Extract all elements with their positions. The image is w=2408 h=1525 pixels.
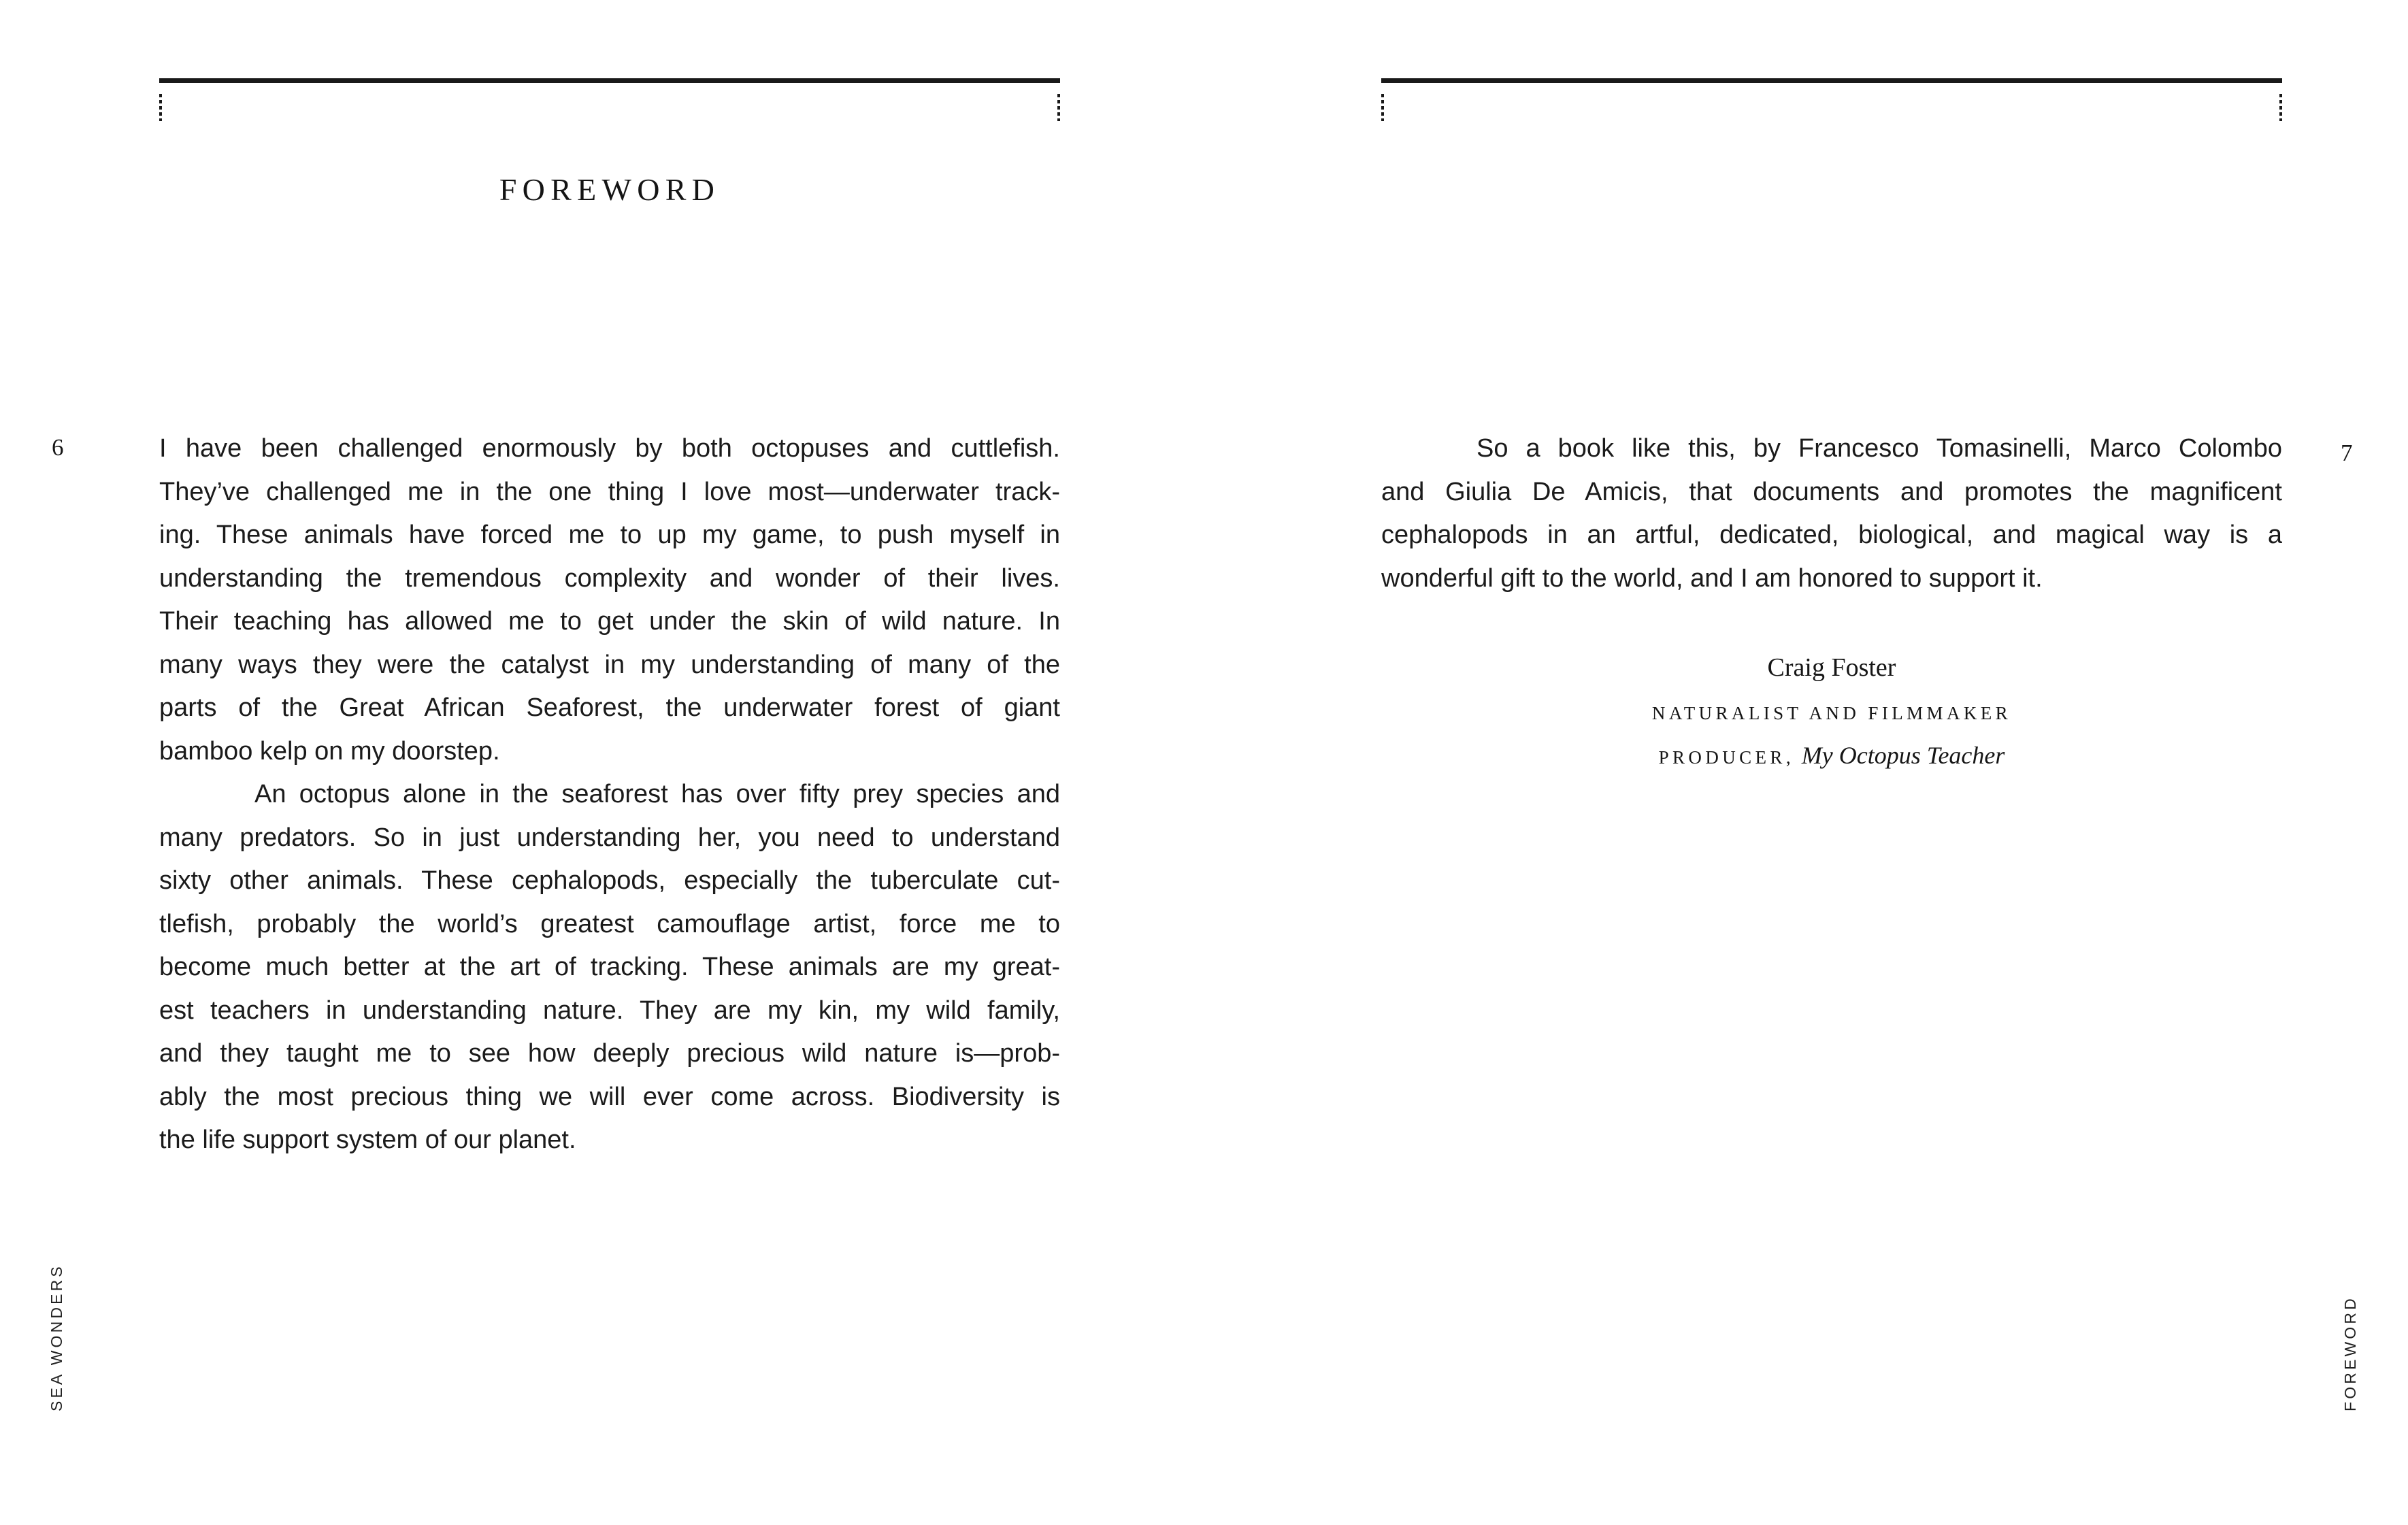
dotted-tick xyxy=(1057,94,1060,121)
attribution-name: Craig Foster xyxy=(1767,653,1896,682)
text-line: understanding the tremendous complexity and wonder of their lives. xyxy=(159,563,1060,593)
producer-label: PRODUCER, xyxy=(1658,747,1794,768)
margin-label-book-title xyxy=(45,1264,68,1411)
dotted-tick xyxy=(159,94,162,121)
text-line: and Giulia De Amicis, that documents and promotes the magnificent xyxy=(1381,477,2282,506)
text-line: wonderful gift to the world, and I am honored to support it. xyxy=(1381,563,2043,593)
body-text-right xyxy=(1381,427,2282,600)
text-line: the life support system of our planet. xyxy=(159,1126,576,1154)
margin-label-text: FOREWORD xyxy=(2341,1296,2359,1411)
text-line: I have been challenged enormously by both octopuses and cuttlefish. xyxy=(159,434,1060,463)
text-line: They’ve challenged me in the one thing I love most—underwater track- xyxy=(159,477,1060,506)
text-line: ing. These animals have forced me to up my game, to push myself in xyxy=(159,521,1060,549)
attribution-block xyxy=(1381,652,2282,771)
text-line: Their teaching has allowed me to get under the skin of wild nature. In xyxy=(159,607,1060,636)
margin-label-text: SEA WONDERS xyxy=(48,1264,65,1411)
text-line: sixty other animals. These cephalopods, especially the tuberculate cut- xyxy=(159,866,1060,895)
text-line: and they taught me to see how deeply precious wild nature is—prob- xyxy=(159,1039,1060,1068)
text-line: parts of the Great African Seaforest, the underwater forest of giant xyxy=(159,693,1060,722)
text-line: become much better at the art of tracking. These animals are my great- xyxy=(159,953,1060,981)
page-number: 7 xyxy=(2341,440,2353,466)
margin-label-chapter xyxy=(2339,1296,2362,1411)
attribution-producer xyxy=(1381,742,2282,771)
paragraph xyxy=(159,773,1060,1162)
paragraph xyxy=(1381,427,2282,600)
attribution-role: NATURALIST AND FILMMAKER xyxy=(1651,703,2012,723)
body-text-left xyxy=(159,427,1060,1162)
top-rule xyxy=(159,78,1060,83)
text-line: many predators. So in just understanding her, you need to understand xyxy=(159,823,1060,852)
text-line: tlefish, probably the world’s greatest camouflage artist, force me to xyxy=(159,909,1060,938)
text-line: bamboo kelp on my doorstep. xyxy=(159,736,500,766)
text-line: many ways they were the catalyst in my understanding of many of the xyxy=(159,650,1060,679)
text-line: So a book like this, by Francesco Tomasinelli, Marco Colombo xyxy=(1477,434,2282,463)
page-number: 6 xyxy=(52,434,64,461)
text-line: ably the most precious thing we will ever come across. Biodiversity is xyxy=(159,1082,1060,1111)
dotted-tick xyxy=(1381,94,1384,121)
chapter-heading: FOREWORD xyxy=(499,172,721,207)
text-line: cephalopods in an artful, dedicated, biological, and magical way is a xyxy=(1381,521,2282,549)
text-line: est teachers in understanding nature. They are my kin, my wild family, xyxy=(159,996,1060,1025)
dotted-tick xyxy=(2279,94,2282,121)
top-rule xyxy=(1381,78,2282,83)
paragraph xyxy=(159,427,1060,773)
text-line: An octopus alone in the seaforest has over fifty prey species and xyxy=(254,780,1060,808)
work-title: My Octopus Teacher xyxy=(1801,742,2005,769)
